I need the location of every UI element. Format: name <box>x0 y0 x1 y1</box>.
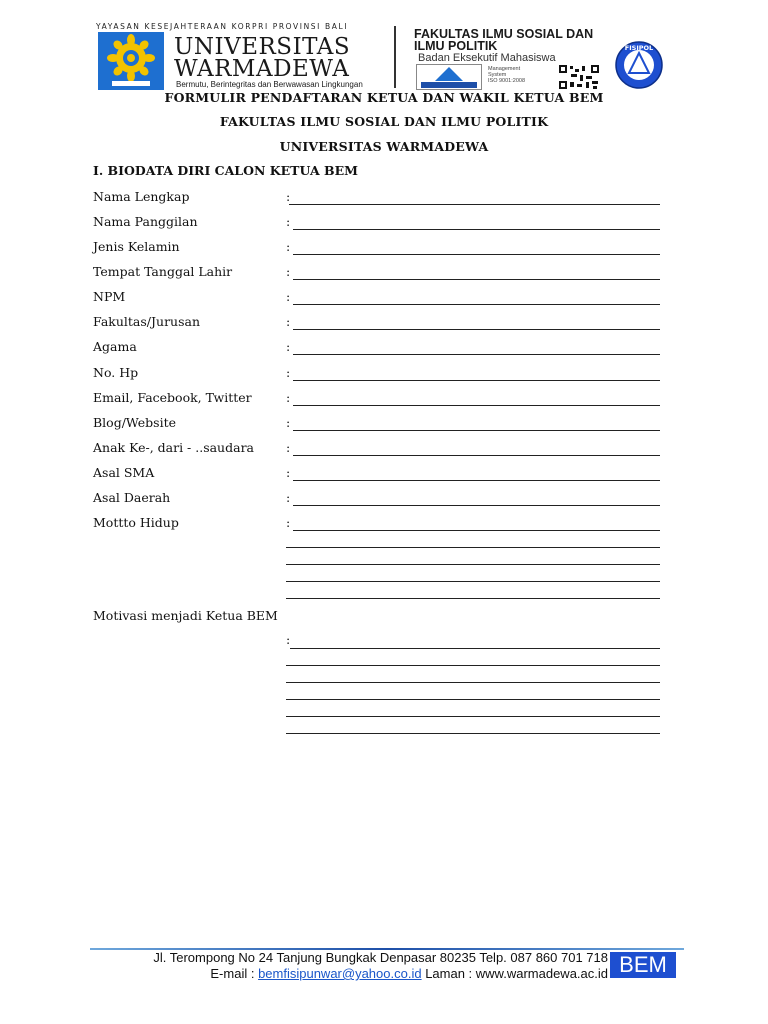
field-row[interactable] <box>93 189 663 209</box>
field-row[interactable] <box>93 339 663 359</box>
seal-label: FISIPOL <box>624 44 654 52</box>
form-title-line1: FORMULIR PENDAFTARAN KETUA DAN WAKIL KETUA BEM <box>164 90 604 105</box>
fisipol-seal-icon <box>612 40 666 90</box>
letterhead <box>92 18 682 90</box>
faculty-line2: ILMU POLITIK <box>414 39 498 53</box>
qr-code-icon <box>558 64 600 90</box>
header-divider <box>394 26 396 88</box>
motto-blank-line[interactable] <box>286 598 660 599</box>
field-row[interactable] <box>93 214 663 234</box>
field-label: Agama <box>93 339 137 354</box>
email-prefix: E-mail : <box>210 966 259 981</box>
faculty-line1: FAKULTAS ILMU SOSIAL DAN <box>414 27 594 41</box>
field-blank-line[interactable] <box>293 354 660 355</box>
motivasi-blank-line[interactable] <box>286 665 660 666</box>
field-label: Asal Daerah <box>93 490 171 505</box>
website-prefix: Laman : <box>421 966 476 981</box>
bem-label: Badan Eksekutif Mahasiswa <box>418 52 556 64</box>
field-row[interactable] <box>93 440 663 460</box>
university-name <box>174 36 350 80</box>
field-blank-line[interactable] <box>293 505 660 506</box>
field-blank-line[interactable] <box>293 405 660 406</box>
field-blank-line[interactable] <box>293 279 660 280</box>
cert-line: ISO 9001:2008 <box>488 78 526 84</box>
certificate-text <box>488 66 525 84</box>
motto-blank-line[interactable] <box>286 564 660 565</box>
field-colon: : <box>286 314 291 329</box>
field-label: Fakultas/Jurusan <box>93 314 201 329</box>
field-row[interactable] <box>93 264 663 284</box>
cert-line: System <box>488 72 507 78</box>
field-label: Jenis Kelamin <box>93 239 180 254</box>
field-colon: : <box>286 415 291 430</box>
field-row[interactable] <box>93 289 663 309</box>
field-label: No. Hp <box>93 365 139 380</box>
field-colon: : <box>286 390 291 405</box>
field-row[interactable] <box>93 239 663 259</box>
field-blank-line[interactable] <box>293 480 660 481</box>
field-row[interactable] <box>93 515 663 535</box>
field-blank-line[interactable] <box>293 254 660 255</box>
field-row[interactable] <box>93 465 663 485</box>
field-row[interactable] <box>93 490 663 510</box>
faculty-title <box>414 28 593 52</box>
field-colon: : <box>286 440 291 455</box>
field-colon: : <box>286 289 291 304</box>
field-colon: : <box>286 365 291 380</box>
university-line2: WARMADEWA <box>174 56 350 82</box>
field-label: Nama Lengkap <box>93 189 190 204</box>
field-colon: : <box>286 339 291 354</box>
motivasi-blank-line[interactable] <box>286 682 660 683</box>
field-colon: : <box>286 465 291 480</box>
university-tagline: Bermutu, Berintegritas dan Berwawasan Lingkungan <box>176 80 363 89</box>
university-line1: UNIVERSITAS <box>174 34 351 60</box>
field-colon: : <box>286 490 291 505</box>
field-row[interactable] <box>93 390 663 410</box>
bem-badge: BEM <box>610 952 676 978</box>
field-blank-line[interactable] <box>293 329 660 330</box>
field-label: Mottto Hidup <box>93 515 179 530</box>
yayasan-text: YAYASAN KESEJAHTERAAN KORPRI PROVINSI BALI <box>96 22 349 31</box>
form-title-line2: FAKULTAS ILMU SOSIAL DAN ILMU POLITIK <box>219 114 549 129</box>
field-row[interactable] <box>93 365 663 385</box>
motivasi-blank-line[interactable] <box>286 699 660 700</box>
field-blank-line[interactable] <box>293 455 660 456</box>
field-label: Asal SMA <box>93 465 155 480</box>
cert-line: Management <box>488 66 521 72</box>
field-blank-line[interactable] <box>293 229 660 230</box>
motto-blank-line[interactable] <box>286 547 660 548</box>
motivasi-blank-line[interactable] <box>286 733 660 734</box>
tuv-certificate-icon <box>416 64 482 90</box>
footer-contact <box>94 966 608 982</box>
field-colon: : <box>286 264 291 279</box>
field-label: Email, Facebook, Twitter <box>93 390 252 405</box>
field-row[interactable] <box>93 314 663 334</box>
motivasi-colon: : <box>286 632 291 647</box>
field-label: Blog/Website <box>93 415 176 430</box>
field-label: Tempat Tanggal Lahir <box>93 264 233 279</box>
field-label: Anak Ke-, dari - ..saudara <box>93 440 254 455</box>
field-label: Nama Panggilan <box>93 214 198 229</box>
university-logo-icon <box>98 32 164 90</box>
field-blank-line[interactable] <box>289 204 660 205</box>
footer-address: Jl. Terompong No 24 Tanjung Bungkak Denpasar 80235 Telp. 087 860 701 718 <box>153 950 608 965</box>
section-title: I. BIODATA DIRI CALON KETUA BEM <box>93 163 358 178</box>
field-colon: : <box>286 214 291 229</box>
field-row[interactable] <box>93 415 663 435</box>
motivasi-blank-line[interactable] <box>286 716 660 717</box>
email-link[interactable]: bemfisipunwar@yahoo.co.id <box>258 966 422 981</box>
field-blank-line[interactable] <box>293 530 660 531</box>
field-blank-line[interactable] <box>293 380 660 381</box>
form-title-line3: UNIVERSITAS WARMADEWA <box>279 139 489 154</box>
field-blank-line[interactable] <box>293 430 660 431</box>
field-blank-line[interactable] <box>293 304 660 305</box>
field-colon: : <box>286 189 291 204</box>
field-label: NPM <box>93 289 126 304</box>
motivasi-blank-line[interactable] <box>290 648 660 649</box>
website-link[interactable]: www.warmadewa.ac.id <box>475 966 608 981</box>
field-colon: : <box>286 239 291 254</box>
field-colon: : <box>286 515 291 530</box>
motto-blank-line[interactable] <box>286 581 660 582</box>
motivasi-label: Motivasi menjadi Ketua BEM <box>93 608 278 623</box>
